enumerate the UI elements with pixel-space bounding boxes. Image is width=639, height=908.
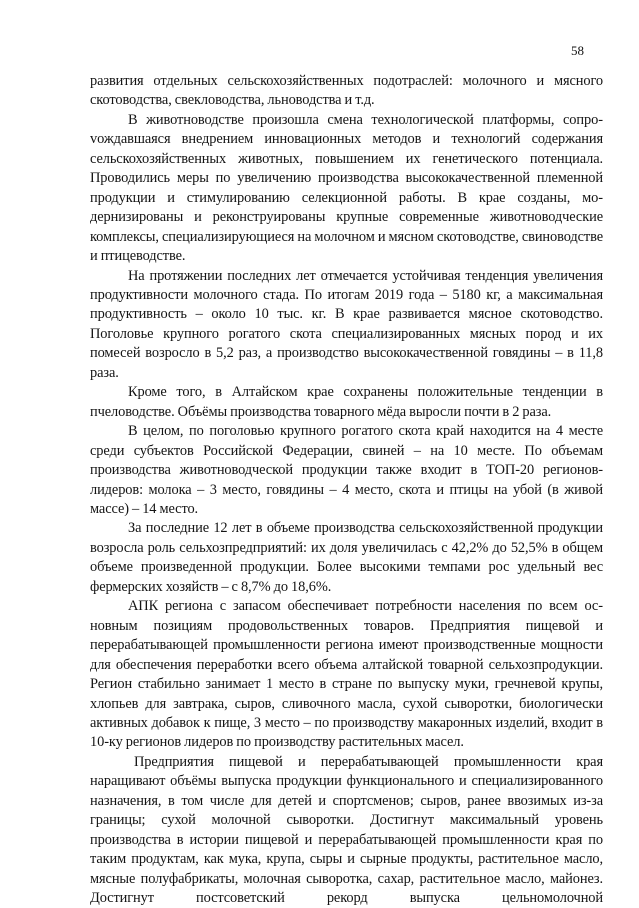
paragraph-3: На протяжении последних лет отмечается устойчивая тенденция увеличения продуктивности молочного стада. По итогам 2019 года – 5180 кг, а максимальная продуктивность – около 10 тыс. кг. В крае развивается мясное скотоводство. Поголовье крупного рогатого скота специализированных мясных пород и их помесей возросло в 5,2 раз, а производство высококачественной говядины – в 11,8 раза. <box>90 267 603 381</box>
page-number: 58 <box>571 43 584 58</box>
paragraph-2: В животноводстве произошла смена технологической платформы, сопроvождавшаяся внедрением инновационных методов и технологий содержания сельскохозяйственных животных, повышением их генетического потенциала. Проводились меры по увеличению производства высококачественной племенной продукции и стимулированию селекционной работы. В крае созданы, модернизированы и реконструированы крупные современные животноводческие комплексы, специализирующиеся на молочном и мясном скотоводстве, свиноводстве и птицеводстве. <box>90 111 603 265</box>
paragraph-1: развития отдельных сельскохозяйственных подотраслей: молочного и мясного скотоводства, свекловодства, льноводства и т.д. <box>90 73 603 109</box>
document-body <box>90 72 603 908</box>
paragraph-8: Предприятия пищевой и перерабатывающей промышленности края наращивают объёмы выпуска продукции функционального и специализированного назначения, в том числе для детей и спортсменов; сыров, ранее ввозимых из-за границы; сухой молочной сыворотки. Достигнут максимальный уровень производства в истории пищевой и перерабатывающей промышленности края по таким продуктам, как мука, крупа, сыры и сырные продукты, растительное масло, мясные полуфабрикаты, молочная сыворотка, сахар, растительное масло, майонез. Достигнут постсоветский рекорд выпуска цельномолочной <box>90 753 603 907</box>
paragraph-5: В целом, по поголовью крупного рогатого скота край находится на 4 месте среди субъектов Российской Федерации, свиней – на 10 месте. По объемам производства животноводческой продукции также входит в ТОП-20 регионов-лидеров: молока – 3 место, говядины – 4 место, скота и птицы на убой (в живой массе) – 14 место. <box>90 423 603 517</box>
paragraph-6: За последние 12 лет в объеме производства сельскохозяйственной продукции возросла роль сельхозпредприятий: их доля увеличилась с 42,2% до 52,5% в общем объеме произведенной продукции. Более высокими темпами рос удельный вес фермерских хозяйств – с 8,7% до 18,6%. <box>90 520 603 595</box>
paragraph-4: Кроме того, в Алтайском крае сохранены положительные тенденции в пчеловодстве. Объёмы производства товарного мёда выросли почти в 2 раза. <box>90 384 603 420</box>
paragraph-7: АПК региона с запасом обеспечивает потребности населения по всем основным позициям продовольственных товаров. Предприятия пищевой и перерабатывающей промышленности региона имеют производственные мощности для обеспечения переработки всего объема алтайской товарной сельхозпродукции. Регион стабильно занимает 1 место в стране по выпуску муки, гречневой крупы, хлопьев для завтрака, сыров, сливочного масла, сухой сыворотки, биологически активных добавок к пище, 3 место – по производству макаронных изделий, входит в 10-ку регионов лидеров по производству растительных масел. <box>90 598 603 751</box>
